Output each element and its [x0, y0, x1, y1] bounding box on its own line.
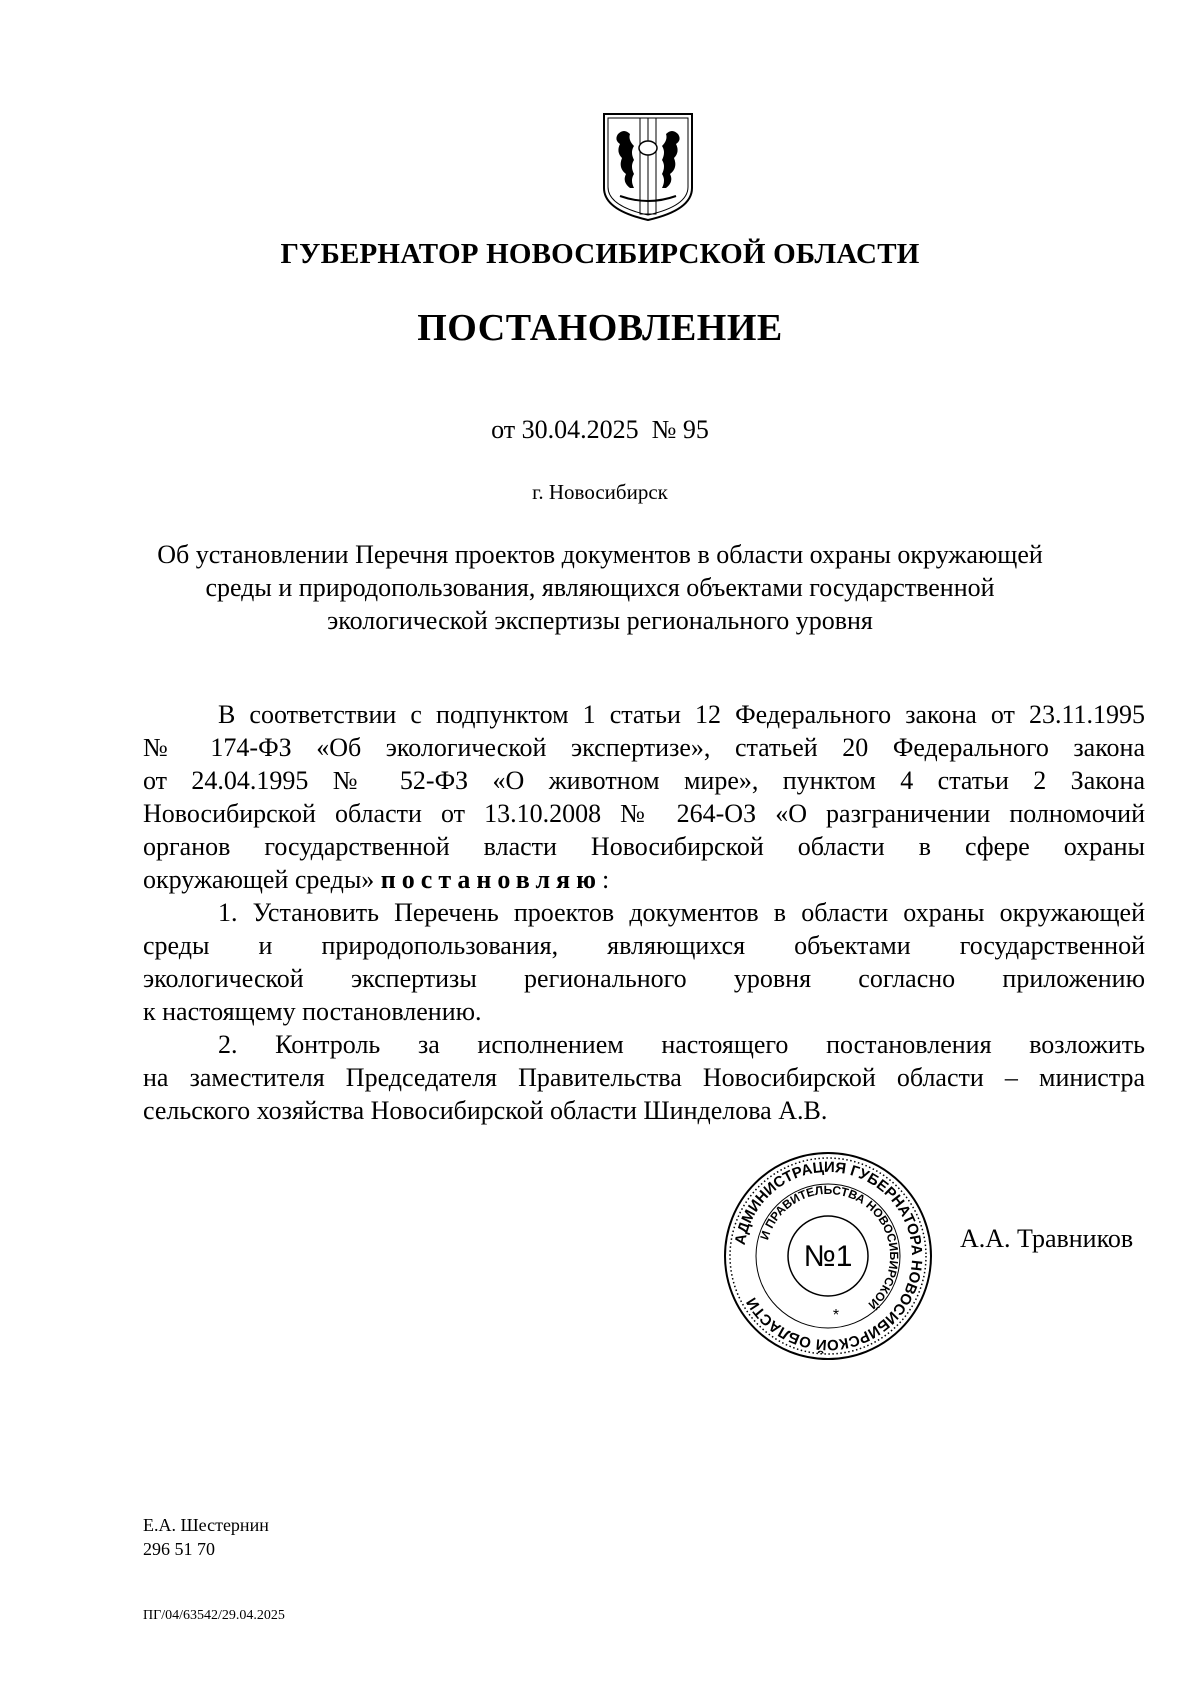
executor-block [143, 1513, 269, 1561]
document-body [143, 698, 1145, 1127]
heading-line: Об установлении Перечня проектов документов в области охраны окружающей [157, 540, 1043, 569]
item-1-line: среды и природопользования, являющихся объектами государственной [143, 931, 1145, 960]
coat-of-arms-emblem [600, 110, 696, 222]
seal-number: №1 [803, 1240, 853, 1273]
item-1-line: 1. Установить Перечень проектов документов в области охраны окружающей [218, 898, 1145, 927]
seal-star: * [832, 1307, 840, 1324]
item-2-line: 2. Контроль за исполнением настоящего постановления возложить [218, 1030, 1145, 1059]
city-line: г. Новосибирск [532, 480, 668, 504]
item-2-line: сельского хозяйства Новосибирской области Шинделова А.В. [143, 1096, 828, 1125]
signatory-name: А.А. Травников [960, 1224, 1134, 1253]
body-line: № 174-ФЗ «Об экологической экспертизе», статьей 20 Федерального закона [143, 733, 1145, 762]
body-line: В соответствии с подпунктом 1 статьи 12 Федерального закона от 23.11.1995 [218, 700, 1145, 729]
authority-title: ГУБЕРНАТОР НОВОСИБИРСКОЙ ОБЛАСТИ [280, 238, 920, 270]
body-line: Новосибирской области от 13.10.2008 № 264-ОЗ «О разграничении полномочий [143, 799, 1145, 828]
body-line: органов государственной власти Новосибирской области в сфере охраны [143, 832, 1145, 861]
body-line: окружающей среды» [143, 865, 375, 894]
body-line-decree [143, 863, 1145, 896]
heading-line: среды и природопользования, являющихся объектами государственной [205, 573, 995, 602]
decree-colon: : [601, 865, 610, 894]
item-1-line: к настоящему постановлению. [143, 997, 482, 1026]
date-number-line: от 30.04.2025 № 95 [491, 415, 709, 444]
document-heading [0, 538, 1200, 637]
body-line: от 24.04.1995 № 52-ФЗ «О животном мире», пунктом 4 статьи 2 Закона [143, 766, 1145, 795]
document-reference: ПГ/04/63542/29.04.2025 [143, 1608, 285, 1623]
official-seal [722, 1150, 934, 1362]
executor-name: Е.А. Шестернин [143, 1515, 269, 1535]
item-1-line: экологической экспертизы регионального уровня согласно приложению [143, 964, 1145, 993]
heading-line: экологической экспертизы регионального уровня [327, 606, 873, 635]
seal-outer-text: АДМИНИСТРАЦИЯ ГУБЕРНАТОРА НОВОСИБИРСКОЙ ОБЛАСТИ [731, 1158, 926, 1354]
executor-phone: 296 51 70 [143, 1539, 215, 1559]
decree-word: постановляю [380, 865, 602, 894]
item-2-line: на заместителя Председателя Правительства Новосибирской области – министра [143, 1063, 1145, 1092]
seal-inner-text: И ПРАВИТЕЛЬСТВА НОВОСИБИРСКОЙ [757, 1182, 902, 1312]
document-type: ПОСТАНОВЛЕНИЕ [417, 307, 783, 349]
